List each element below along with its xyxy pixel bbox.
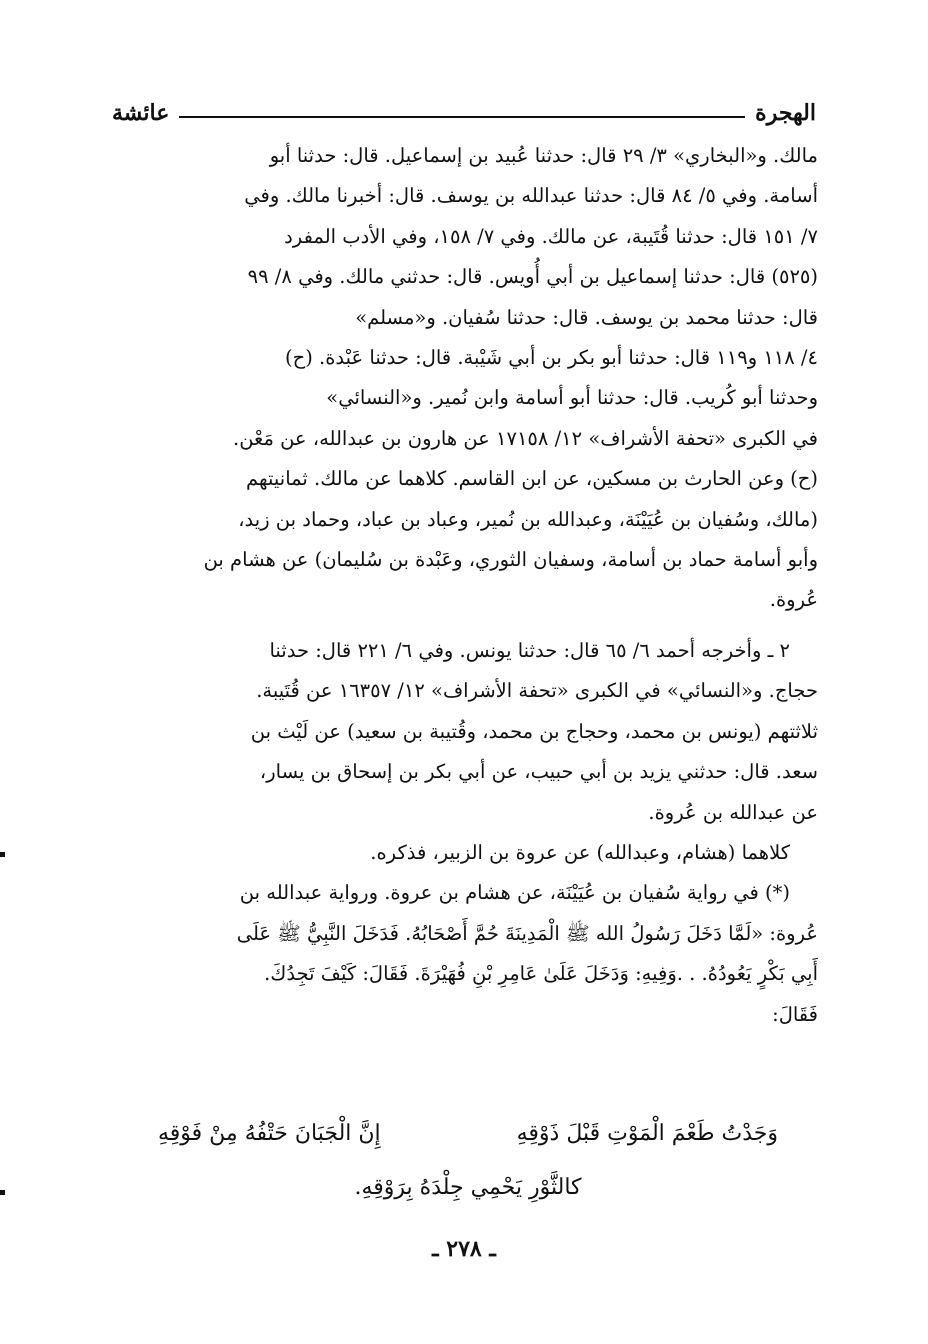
header-rule: [179, 116, 745, 118]
text-line: كلاهما (هشام، وعبدالله) عن عروة بن الزبير، فذكره.: [370, 840, 790, 864]
poem-hemistich-left: إِنَّ الْجَبَانَ حَتْفُهُ مِنْ فَوْقِهِ: [158, 1121, 381, 1146]
text-line: سعد. قال: حدثني يزيد بن أبي حبيب، عن أبي بكر بن إسحاق بن يسار،: [259, 760, 818, 784]
text-line: عُروة: «لَمَّا دَخَلَ رَسُولُ الله ﷺ الْمَدِينَةَ حُمَّ أَصْحَابُهُ. فَدَخَلَ النَّبِيُّ ﷺ عَلَى: [236, 921, 818, 945]
header-section-title: عائشة: [112, 100, 170, 126]
text-line: (*) في رواية سُفيان بن عُيَيْنَة، عن هشام بن عروة. ورواية عبدالله بن: [239, 881, 790, 905]
scan-edge-mark: [0, 852, 5, 857]
text-line: ثلاثتهم (يونس بن محمد، وحجاج بن محمد، وقُتيبة بن سعيد) عن لَيْث بن: [250, 719, 818, 743]
text-line: (مالك، وسُفيان بن عُيَيْنَة، وعبدالله بن نُمير، وعباد بن عباد، وحماد بن زيد،: [238, 507, 818, 531]
text-line: ٢ ـ وأخرجه أحمد ٦/ ٦٥ قال: حدثنا يونس. وفي ٦/ ٢٢١ قال: حدثنا: [269, 638, 790, 662]
scan-edge-mark: [0, 1190, 5, 1195]
text-line: في الكبرى «تحفة الأشراف» ١٢/ ١٧١٥٨ عن هارون بن عبدالله، عن مَعْن.: [233, 426, 818, 450]
text-line: ٤/ ١١٨ و١١٩ قال: حدثنا أبو بكر بن أبي شَيْبة. قال: حدثنا عَبْدة. (ح): [285, 346, 818, 370]
poem-block: [118, 1114, 818, 1208]
text-line: مالك. و«البخاري» ٣/ ٢٩ قال: حدثنا عُبيد بن إسماعيل. قال: حدثنا أبو: [269, 144, 818, 167]
text-line: أسامة. وفي ٥/ ٨٤ قال: حدثنا عبدالله بن يوسف. قال: أخبرنا مالك. وفي: [244, 184, 818, 208]
poem-hemistich-right: وَجَدْتُ طَعْمَ الْمَوْتِ قَبْلَ ذَوْقِهِ: [516, 1121, 778, 1146]
main-text: [118, 136, 818, 1035]
page-number: ـ ٢٧٨ ـ: [432, 1236, 496, 1262]
text-line: عن عبدالله بن عُروة.: [648, 800, 818, 824]
text-line: أَبِي بَكْرٍ يَعُودُهُ. . .وَفِيهِ: وَدَخَلَ عَلَىٰ عَامِرِ بْنِ فُهَيْرَةَ. فَقَالَ: كَيْفَ تَجِدُكَ.: [264, 962, 818, 986]
text-line: وأبو أسامة حماد بن أسامة، وسفيان الثوري، وعَبْدة بن سُليمان) عن هشام بن: [203, 548, 818, 572]
header-chapter-title: الهجرة: [755, 100, 816, 126]
poem-verse: [118, 1114, 818, 1154]
text-line: ٧/ ١٥١ قال: حدثنا قُتَيبة، عن مالك. وفي ٧/ ١٥٨، وفي الأدب المفرد: [284, 224, 818, 248]
text-line: فَقَالَ:: [772, 1002, 818, 1026]
text-line: قال: حدثنا محمد بن يوسف. قال: حدثنا سُفيان. و«مسلم»: [355, 305, 818, 329]
poem-closing-line: كالثَّوْرِ يَحْمِي جِلْدَهُ بِرَوْقِهِ.: [354, 1175, 582, 1200]
text-line: وحدثنا أبو كُريب. قال: حدثنا أبو أسامة وابن نُمير. و«النسائي»: [326, 386, 818, 410]
text-line: (٥٢٥) قال: حدثنا إسماعيل بن أبي أُويس. قال: حدثني مالك. وفي ٨/ ٩٩: [247, 265, 818, 289]
running-header: [112, 80, 816, 124]
text-line: (ح) وعن الحارث بن مسكين، عن ابن القاسم. كلاهما عن مالك. ثمانيتهم: [246, 467, 818, 491]
text-line: حجاج. و«النسائي» في الكبرى «تحفة الأشراف» ١٢/ ١٦٣٥٧ عن قُتَيبة.: [256, 679, 818, 703]
text-line: عُروة.: [769, 588, 818, 612]
